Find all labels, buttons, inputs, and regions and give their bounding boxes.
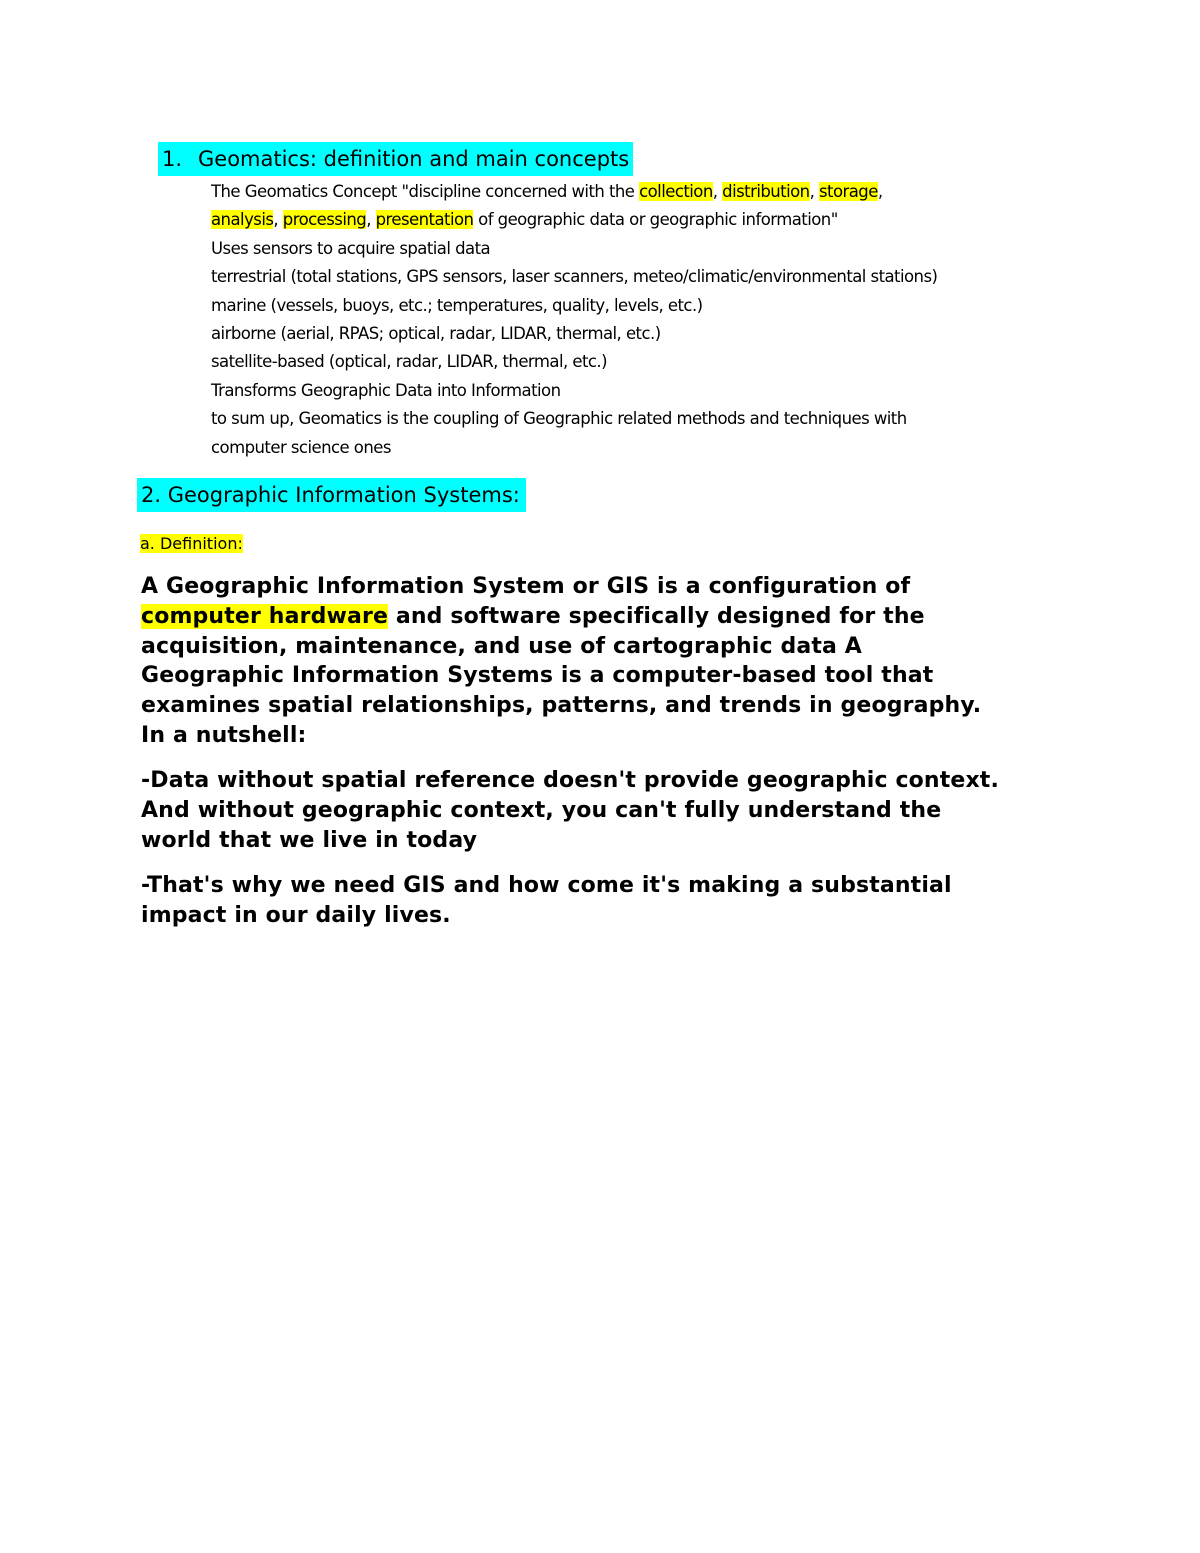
paragraph-line: impact in our daily lives. [141,902,451,928]
body-line: terrestrial (total stations, GPS sensors, laser scanners, meteo/climatic/environmental stations) [211,267,938,287]
why-gis-paragraph [141,871,1081,931]
body-line: marine (vessels, buoys, etc.; temperatures, quality, levels, etc.) [211,295,703,315]
spatial-reference-paragraph [141,766,1081,855]
paragraph-line: examines spatial relationships, patterns, and trends in geography. [141,693,982,719]
definition-subheading [140,531,243,557]
text-run: of geographic data or geographic information" [473,210,838,230]
concept-line-2 [211,206,1111,234]
term-analysis: analysis [211,210,274,230]
paragraph-line: acquisition, maintenance, and use of cartographic data A [141,633,862,659]
body-line: satellite-based (optical, radar, LIDAR, thermal, etc.) [211,352,607,372]
term-processing: processing [282,210,367,230]
term-collection: collection [639,182,713,201]
text-run: and software specifically designed for the [388,603,925,629]
text-run: , [366,210,376,230]
body-line: computer science ones [211,437,391,457]
paragraph-line: Geographic Information Systems is a computer-based tool that [141,663,934,689]
term-computer-hardware: computer hardware [141,603,389,629]
concept-line-1 [211,178,1111,206]
text-run: , [273,210,283,230]
paragraph-line [141,602,1081,632]
text-run: The Geomatics Concept "discipline concerned with the [211,182,640,201]
text-run: , [877,182,883,201]
body-line: airborne (aerial, RPAS; optical, radar, LIDAR, thermal, etc.) [211,323,661,343]
paragraph-line: A Geographic Information System or GIS is a configuration of [141,574,911,599]
section-1-heading [158,142,633,176]
section-2-heading: 2. Geographic Information Systems: [137,478,526,512]
paragraph-line: -That's why we need GIS and how come it's making a substantial [141,873,952,898]
term-storage: storage [818,182,878,201]
text-run: , [809,182,819,201]
section-1-body [211,178,1111,462]
paragraph-line: -Data without spatial reference doesn't provide geographic context. [141,768,999,793]
term-distribution: distribution [722,182,810,201]
body-line: Transforms Geographic Data into Information [211,380,561,400]
term-presentation: presentation [375,210,474,230]
body-line: to sum up, Geomatics is the coupling of Geographic related methods and techniques with [211,409,907,429]
definition-subheading-text: a. Definition: [140,534,243,553]
paragraph-line: And without geographic context, you can't fully understand the [141,797,942,823]
paragraph-line: In a nutshell: [141,722,307,748]
gis-definition-paragraph [141,572,1081,751]
section-1-number: 1. [162,147,183,171]
text-run: , [712,182,723,201]
body-line: Uses sensors to acquire spatial data [211,238,491,258]
paragraph-line: world that we live in today [141,827,478,853]
section-1-title: Geomatics: definition and main concepts [198,147,630,171]
